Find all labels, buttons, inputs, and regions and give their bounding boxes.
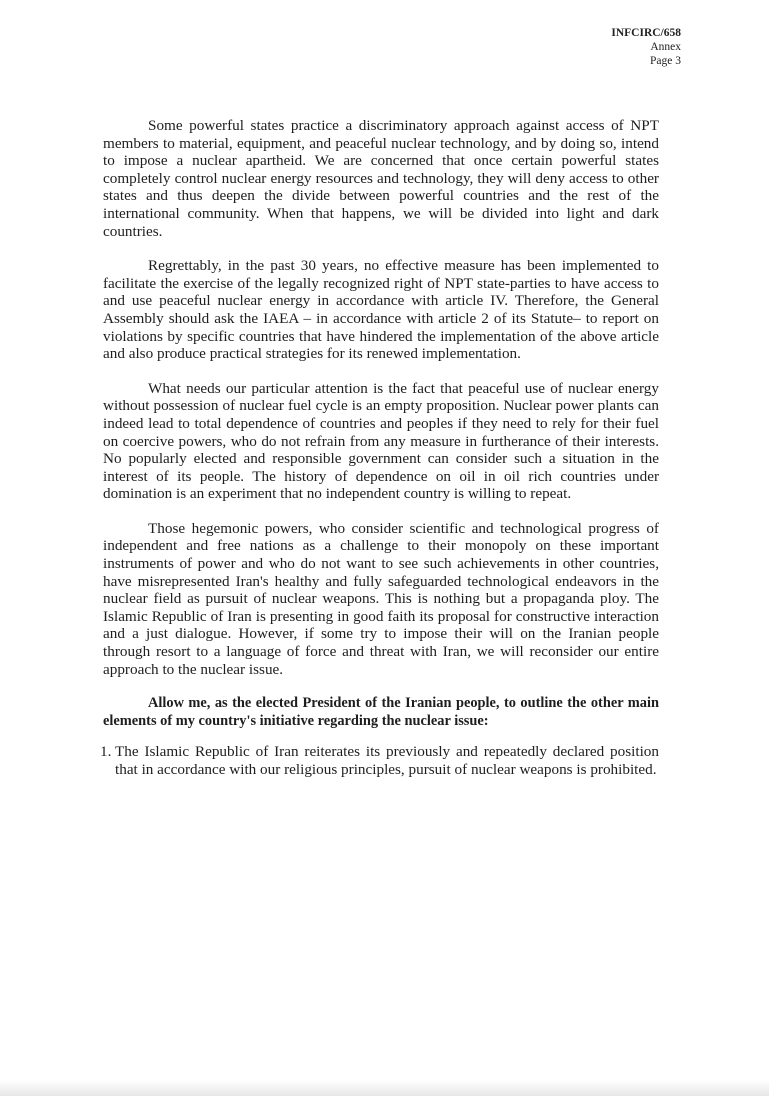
paragraph-discriminatory-approach: Some powerful states practice a discriminatory approach against access of NPT members to material, equipment, and peaceful nuclear technology, and by doing so, intend to impose a nuclear apartheid. We are concerned that once certain powerful states completely control nuclear energy resources and technology, they will deny access to other states and thus deepen the divide between powerful countries and the rest of the international community. When that happens, we will be divided into light and dark countries. (103, 117, 659, 240)
paragraph-initiative-intro: Allow me, as the elected President of the Iranian people, to outline the other main elements of my country's initiative regarding the nuclear issue: (103, 695, 659, 729)
annex-label: Annex (650, 41, 681, 53)
document-id: INFCIRC/658 (611, 27, 681, 39)
paragraph-regrettably: Regrettably, in the past 30 years, no effective measure has been implemented to facilitate the exercise of the legally recognized right of NPT state-parties to have access to and use peaceful nuclear energy in accordance with article IV. Therefore, the General Assembly should ask the IAEA – in accordance with article 2 of its Statute– to report on violations by specific countries that have hindered the implementation of the above article and also produce practical strategies for its renewed implementation. (103, 257, 659, 363)
list-item (100, 743, 659, 778)
page-header (611, 26, 681, 68)
list-item-text: The Islamic Republic of Iran reiterates its previously and repeatedly declared position that in accordance with our religious principles, pursuit of nuclear weapons is prohibited. (115, 743, 659, 778)
page-bottom-shadow (0, 1080, 769, 1096)
document-body (100, 117, 659, 779)
paragraph-hegemonic-powers: Those hegemonic powers, who consider scientific and technological progress of independent and free nations as a challenge to their monopoly on these important instruments of power and who do not want to see such achievements in other countries, have misrepresented Iran's healthy and fully safeguarded technological endeavors in the nuclear field as pursuit of nuclear weapons. This is nothing but a propaganda ploy. The Islamic Republic of Iran is presenting in good faith its proposal for constructive interaction and a just dialogue. However, if some try to impose their will on the Iranian people through resort to a language of force and threat with Iran, we will reconsider our entire approach to the nuclear issue. (103, 519, 659, 678)
list-item-number: 1. (100, 743, 112, 761)
initiative-list (100, 743, 659, 778)
page-number: Page 3 (650, 55, 681, 67)
paragraph-fuel-cycle: What needs our particular attention is the fact that peaceful use of nuclear energy without possession of nuclear fuel cycle is an empty proposition. Nuclear power plants can indeed lead to total dependence of countries and peoples if they need to rely for their fuel on coercive powers, who do not refrain from any measure in furtherance of their interests. No popularly elected and responsible government can consider such a situation in the interest of its people. The history of dependence on oil in oil rich countries under domination is an experiment that no independent country is willing to repeat. (103, 379, 659, 503)
